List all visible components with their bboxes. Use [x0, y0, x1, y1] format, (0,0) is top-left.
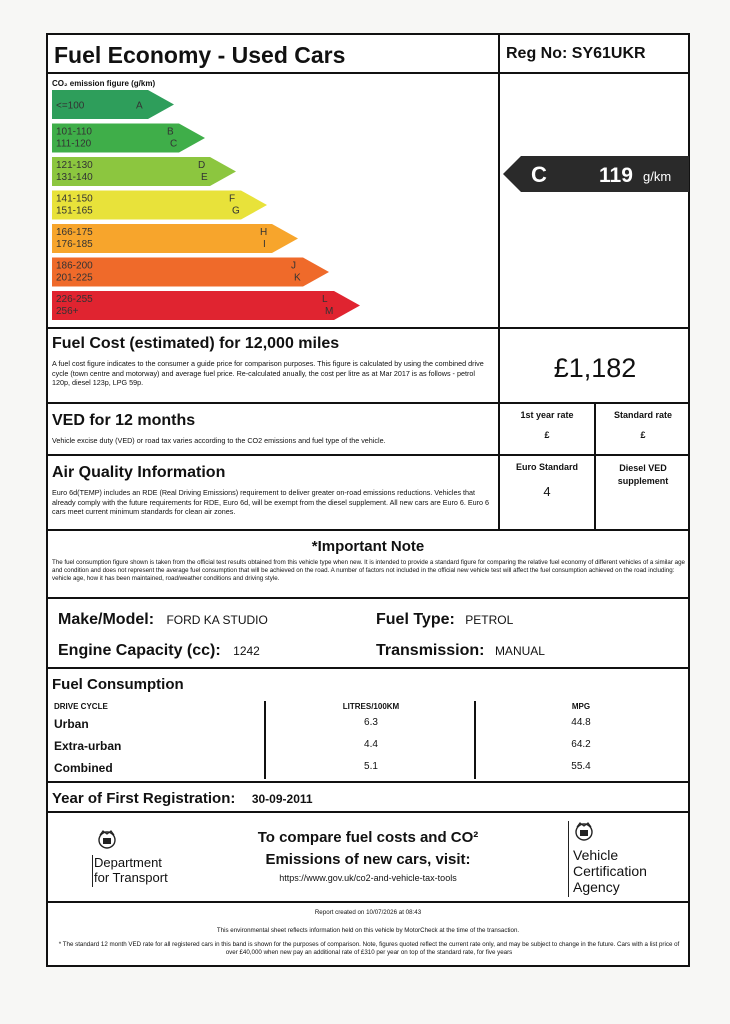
important-note-title: *Important Note	[311, 538, 425, 555]
vehicle-details-row	[48, 599, 688, 669]
transmission	[376, 642, 545, 660]
fuel-cost-description: A fuel cost figure indicates to the consumer a guide price for comparison purposes. This figure is calculated by using the combined drive cycle (town centre and motorway) and average fuel price. Re-calculated anually, the cost per litre as at Mar 2017 is as follows - petrol 120p, diesel 123p, LPG 59p.	[52, 359, 484, 387]
engine-capacity	[58, 642, 260, 660]
fuel-type-label: Fuel Type:	[376, 611, 455, 628]
emission-band-letter: A	[136, 100, 143, 112]
emission-band-range: 131-140	[56, 172, 93, 183]
fuel-type	[376, 611, 513, 629]
reg-value: SY61UKR	[571, 45, 646, 62]
transmission-label: Transmission:	[376, 642, 485, 659]
vca-line2: Certification	[573, 863, 647, 879]
euro-standard-label: Euro Standard	[515, 462, 578, 472]
table-row-litres: 4.4	[364, 739, 378, 750]
emission-band-range: 186-200	[56, 260, 93, 272]
fuel-type-value: PETROL	[465, 613, 514, 627]
rating-value: 119	[599, 164, 633, 187]
air-quality-description: Euro 6d(TEMP) includes an RDE (Real Driving Emissions) requirement to deliver greater on-road emissions reductions. Vehicles that already comply with the future requirements for RDE, Euro 6d, will be exempt from the diesel supplement. All new cars are Euro 6. Euro 6 cars meet current minimum standards for clean air zones.	[52, 488, 490, 516]
emission-axis-label: CO₂ emission figure (g/km)	[52, 79, 156, 88]
emission-band-letter: L	[322, 294, 328, 305]
first-year-rate-label: 1st year rate	[520, 410, 574, 420]
table-row-litres: 5.1	[364, 761, 378, 772]
emission-band-letter: K	[294, 272, 301, 284]
emission-band-letter: I	[263, 239, 266, 250]
emission-band-letter: H	[260, 227, 268, 238]
ved-description: Vehicle excise duty (VED) or road tax varies according to the CO2 emissions and fuel type of the vehicle.	[52, 436, 386, 445]
dft-line1: Department	[94, 855, 162, 870]
header-row	[48, 35, 688, 74]
engine-capacity-label: Engine Capacity (cc):	[58, 642, 221, 659]
emission-band-letter: B	[167, 126, 174, 138]
reg-number	[506, 45, 646, 63]
emission-band-range: 111-120	[56, 138, 92, 150]
table-row-litres: 6.3	[364, 717, 378, 728]
compare-url-link[interactable]: https://www.gov.uk/co2-and-vehicle-tax-tools	[279, 873, 457, 883]
table-row-cycle: Urban	[54, 717, 89, 731]
compare-row	[48, 813, 688, 903]
emission-band-letter: J	[291, 260, 296, 272]
table-row-cycle: Combined	[54, 761, 113, 775]
registration-value: 30-09-2011	[251, 792, 313, 806]
important-note-row	[48, 531, 688, 599]
fuel-cost-value: £1,182	[553, 353, 637, 383]
emission-band-range: 101-110	[56, 126, 92, 138]
dft-logo-bar	[92, 855, 93, 887]
vca-logo-bar	[568, 821, 569, 897]
emission-band-letter: M	[325, 306, 334, 317]
emission-band-letter: F	[229, 193, 236, 205]
fuel-consumption-title: Fuel Consumption	[52, 676, 184, 693]
air-quality-row	[48, 456, 688, 531]
engine-capacity-value: 1242	[233, 644, 260, 658]
report-created: Report created on 10/07/2026 at 08:43	[314, 909, 422, 916]
emission-band-range: 226-255	[56, 294, 93, 305]
col-litres: LITRES/100KM	[342, 702, 400, 711]
col-drive-cycle: DRIVE CYCLE	[54, 702, 108, 711]
col-mpg: MPG	[571, 702, 591, 711]
emission-band-range: 166-175	[56, 227, 93, 238]
emission-band-letter: D	[198, 160, 206, 171]
fuel-consumption-row	[48, 669, 688, 783]
registration-label: Year of First Registration:	[52, 790, 236, 807]
emission-band-range: 256+	[56, 306, 79, 317]
important-note-text: The fuel consumption figure shown is taken from the official test results obtained from this vehicle type when new. It is intended to provide a standard figure for comparing the relative fuel economy of different vehicles of a similar age and condition and does not represent the average fuel consumption that will be achieved on the road. A number of factors not included in the official new vehicle test will affect the fuel consumption achieved on the road including: vehicle age, how it has been maintained, road/weather conditions and driving style.	[52, 559, 685, 583]
emission-band-jk	[52, 258, 329, 287]
emission-band-range: 141-150	[56, 193, 93, 205]
crown-crest-icon	[570, 821, 598, 843]
euro-standard-value: 4	[543, 484, 551, 499]
vca-line3: Agency	[573, 879, 620, 895]
dft-logo-text	[94, 855, 168, 885]
standard-rate-label: Standard rate	[613, 410, 673, 420]
emission-band-lm	[52, 291, 360, 320]
emission-band-range: <=100	[56, 100, 85, 112]
environment-note: This environmental sheet reflects information held on this vehicle by MotorCheck at the time of the transaction.	[216, 927, 520, 934]
emission-band-letter: G	[232, 205, 240, 217]
emission-bands-chart	[52, 90, 372, 326]
air-quality-title: Air Quality Information	[52, 464, 226, 481]
standard-rate-value: £	[640, 430, 646, 440]
table-row-mpg: 55.4	[571, 761, 591, 772]
footer-disclaimer: * The standard 12 month VED rate for all registered cars in this band is shown for the purposes of comparison. Note, figures quoted reflect the current rate only, and may be subject to change in the future. Cars with a list price of over £40,000 when new pay an additional rate of £310 per year on top of the standard rate, for five years	[58, 941, 680, 957]
compare-line2: Emissions of new cars, visit:	[265, 851, 471, 868]
ved-row	[48, 404, 688, 456]
vca-line1: Vehicle	[573, 847, 619, 863]
rating-arrow	[503, 156, 689, 192]
make-model	[58, 611, 268, 629]
first-registration	[52, 790, 313, 808]
rating-unit: g/km	[643, 169, 672, 184]
diesel-supplement-label: Diesel VED supplement	[617, 463, 669, 486]
first-year-rate-value: £	[544, 430, 550, 440]
table-row-cycle: Extra-urban	[54, 739, 122, 753]
crown-crest-icon	[94, 829, 120, 851]
emission-band-range: 121-130	[56, 160, 93, 171]
reg-label: Reg No:	[506, 45, 568, 62]
ved-title: VED for 12 months	[52, 412, 196, 429]
transmission-value: MANUAL	[494, 644, 545, 658]
table-row-mpg: 44.8	[571, 717, 591, 728]
vca-logo-text	[573, 847, 647, 895]
dft-line2: for Transport	[94, 870, 168, 885]
emission-band-range: 176-185	[56, 239, 93, 250]
fuel-economy-sheet	[46, 33, 690, 967]
registration-row	[48, 783, 688, 813]
fuel-cost-row	[48, 329, 688, 404]
make-model-value: FORD KA STUDIO	[166, 613, 268, 627]
emission-band-range: 201-225	[56, 272, 93, 284]
emission-band-letter: E	[201, 172, 208, 183]
compare-line1: To compare fuel costs and CO²	[257, 829, 479, 846]
rating-letter: C	[531, 162, 547, 187]
emission-band-letter: C	[170, 138, 178, 150]
make-model-label: Make/Model:	[58, 611, 155, 628]
page-title: Fuel Economy - Used Cars	[54, 42, 346, 68]
emission-band-range: 151-165	[56, 205, 93, 217]
emissions-row	[48, 74, 688, 329]
table-row-mpg: 64.2	[571, 739, 591, 750]
fuel-cost-title: Fuel Cost (estimated) for 12,000 miles	[52, 335, 340, 352]
